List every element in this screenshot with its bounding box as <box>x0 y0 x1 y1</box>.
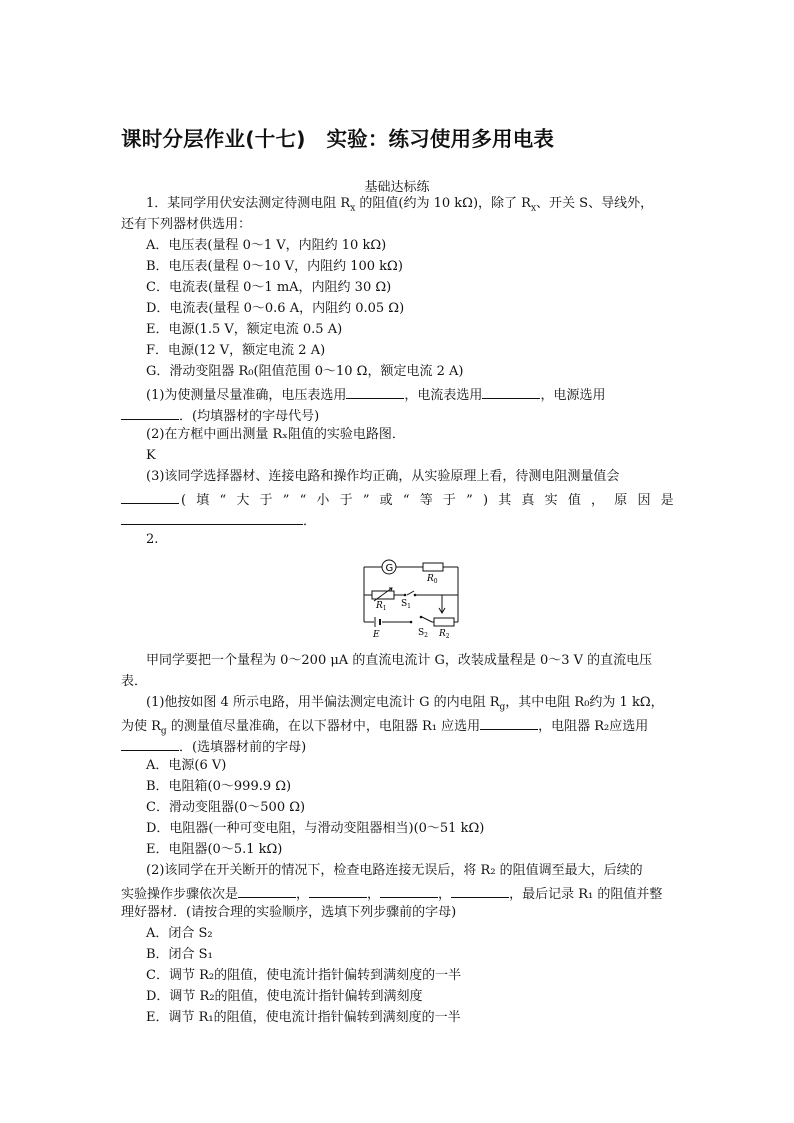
q2-part2-line3: 理好器材．(请按合理的实验顺序，选填下列步骤前的字母) <box>121 905 457 920</box>
q2-step-c: C．调节 R₂的阻值，使电流计指针偏转到满刻度的一半 <box>146 968 462 983</box>
q1-part1-line2: ．(均填器材的字母代号) <box>121 406 319 425</box>
spread-char: 小 <box>316 493 330 508</box>
q2-part2-line1: (2)该同学在开关断开的情况下，检查电路连接无误后，将 R₂ 的阻值调至最大，后续的 <box>146 863 643 878</box>
q2-option-a: A．电源(6 V) <box>146 758 227 773</box>
spread-char: 于 <box>339 493 353 508</box>
q1-part3-spread-text <box>181 493 674 509</box>
q1-part3-line3: ． <box>121 511 316 530</box>
spread-char: 填 <box>196 493 210 508</box>
spread-char: 或 <box>379 493 393 508</box>
spread-char: “ <box>299 493 307 508</box>
q1-option-e: E．电源(1.5 V，额定电流 0.5 A) <box>146 322 343 337</box>
spread-char: ) <box>482 493 489 508</box>
q2-part1-line1: (1)他按如图 4 所示电路，用半偏法测定电流计 G 的内电阻 $R_g$，其中电阻 R₀约为 1 kΩ， <box>146 695 664 713</box>
r2-label: $R_2$ <box>439 629 450 639</box>
answer-blank[interactable] <box>482 385 540 399</box>
r0-label: $R_0$ <box>427 574 438 585</box>
q1-part3-line2 <box>121 490 674 509</box>
spread-char: 于 <box>259 493 273 508</box>
s1-label: $S_1$ <box>401 599 411 610</box>
q2-option-b: B．电阻箱(0～999.9 Ω) <box>146 779 292 794</box>
q2-option-d: D．电阻器(一种可变电阻，与滑动变阻器相当)(0～51 kΩ) <box>146 821 485 836</box>
answer-blank[interactable] <box>121 511 303 525</box>
q2-step-a: A．闭合 S₂ <box>146 926 213 941</box>
r1-label: $R_1$ <box>376 601 387 612</box>
q2-number: 2. <box>146 532 159 547</box>
spread-char: 大 <box>236 493 250 508</box>
spread-char: “ <box>402 493 410 508</box>
q1-k-mark: K <box>146 448 156 463</box>
spread-char: ” <box>362 493 370 508</box>
spread-char: 值 <box>567 493 581 508</box>
spread-char: ” <box>466 493 473 508</box>
q2-part1-line3: ．(选填器材前的字母) <box>121 737 306 756</box>
q2-option-e: E．电阻器(0～5.1 kΩ) <box>146 842 283 857</box>
spread-char: 于 <box>442 493 456 508</box>
q1-stem-line2: 还有下列器材供选用： <box>121 217 252 232</box>
q1-option-f: F．电源(12 V，额定电流 2 A) <box>146 343 326 358</box>
answer-blank[interactable] <box>121 737 179 751</box>
q2-part2-line2: 实验操作步骤依次是 ， ， ， ，最后记录 R₁ 的阻值并整 <box>121 884 662 903</box>
spread-char: 原 <box>614 493 628 508</box>
q1-part3-line1: (3)该同学选择器材、连接电路和操作均正确，从实验原理上看，待测电阻测量值会 <box>146 469 620 484</box>
q1-option-b: B．电压表(量程 0～10 V，内阻约 100 kΩ) <box>146 259 403 274</box>
answer-blank[interactable] <box>238 884 296 898</box>
spread-char: 是 <box>660 493 674 508</box>
q2-step-e: E．调节 R₁的阻值，使电流计指针偏转到满刻度的一半 <box>146 1010 461 1025</box>
spread-char: 实 <box>544 493 558 508</box>
q1-option-d: D．电流表(量程 0～0.6 A，内阻约 0.05 Ω) <box>146 301 405 316</box>
answer-blank[interactable] <box>346 385 404 399</box>
q1-option-c: C．电流表(量程 0～1 mA，内阻约 30 Ω) <box>146 280 392 295</box>
spread-char: “ <box>219 493 227 508</box>
spread-char: 等 <box>419 493 433 508</box>
resistor-r0 <box>423 563 443 571</box>
q2-step-b: B．闭合 S₁ <box>146 947 213 962</box>
q1-option-a: A．电压表(量程 0～1 V，内阻约 10 kΩ) <box>146 238 387 253</box>
answer-blank[interactable] <box>309 884 367 898</box>
circuit-diagram <box>360 557 464 639</box>
q1-part1-line1: (1)为使测量尽量准确，电压表选用 ，电流表选用 ，电源选用 <box>146 385 605 404</box>
spread-char: 真 <box>521 493 535 508</box>
spread-char: ” <box>282 493 290 508</box>
spread-char: 因 <box>637 493 651 508</box>
answer-blank[interactable] <box>480 716 538 730</box>
q2-stem-line2: 表． <box>121 674 148 689</box>
page-title: 课时分层作业(十七) 实验：练习使用多用电表 <box>121 127 555 151</box>
q2-option-c: C．滑动变阻器(0～500 Ω) <box>146 800 306 815</box>
s2-label: $S_2$ <box>418 628 428 639</box>
spread-char: 其 <box>498 493 512 508</box>
galvanometer-label: G <box>385 563 394 574</box>
answer-blank[interactable] <box>121 406 179 420</box>
q2-part1-line2: 为使 $R_g$ 的测量值尽量准确，在以下器材中，电阻器 R₁ 应选用 ，电阻器 R₂应选用 <box>121 716 648 740</box>
spread-char: ( <box>181 493 187 508</box>
q1-stem-line1: 1．某同学用伏安法测定待测电阻 $R_x$ 的阻值(约为 10 kΩ)，除了 $R_x$、开关 S、导线外， <box>146 196 654 214</box>
q1-part2: (2)在方框中画出测量 Rₓ阻值的实验电路图． <box>146 427 405 442</box>
battery-label: E <box>373 630 380 639</box>
q2-step-d: D．调节 R₂的阻值，使电流计指针偏转到满刻度 <box>146 989 423 1004</box>
answer-blank[interactable] <box>451 884 509 898</box>
q1-option-g: G．滑动变阻器 R₀(阻值范围 0～10 Ω，额定电流 2 A) <box>146 364 464 379</box>
q2-stem-line1: 甲同学要把一个量程为 0～200 μA 的直流电流计 G，改装成量程是 0～3 V 的直流电压 <box>146 653 653 668</box>
section-heading: 基础达标练 <box>364 180 430 195</box>
answer-blank[interactable] <box>380 884 438 898</box>
spread-char: ， <box>591 493 605 508</box>
answer-blank[interactable] <box>121 490 179 504</box>
resistor-r2 <box>434 618 454 626</box>
